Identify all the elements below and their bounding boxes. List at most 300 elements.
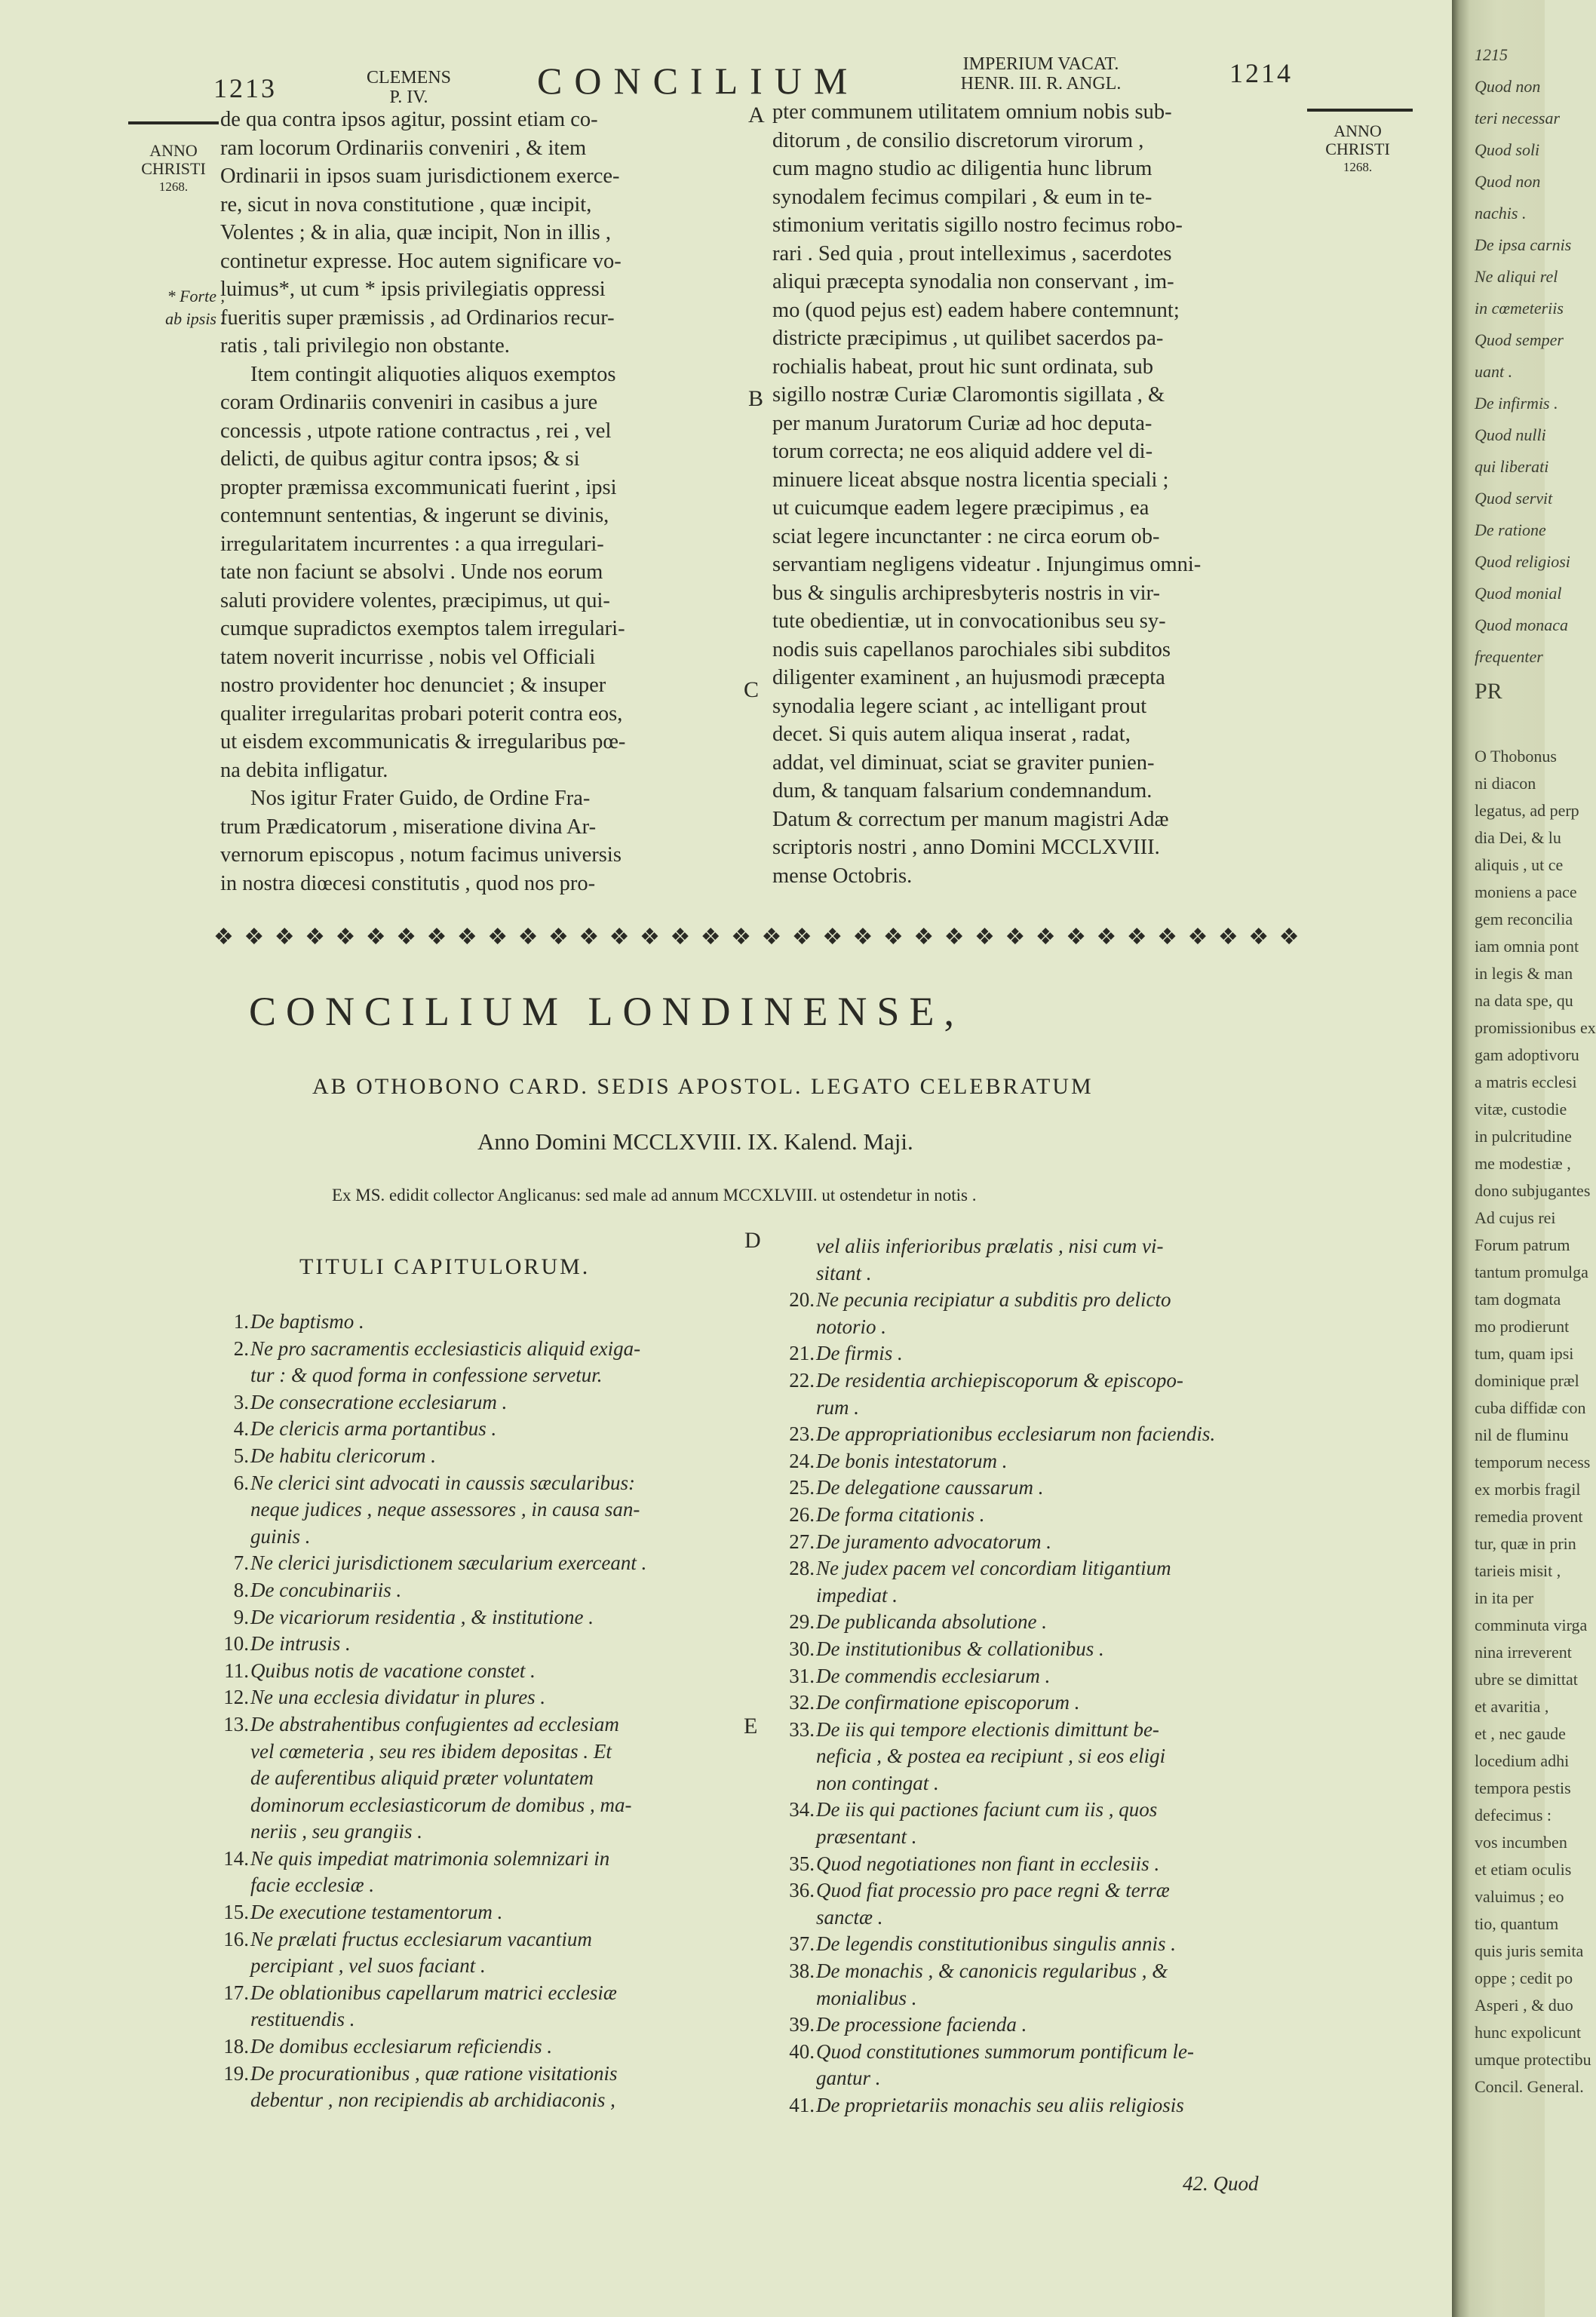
left-footnote: [104, 285, 225, 330]
adjacent-page-fragment: in cœmeteriis: [1475, 299, 1564, 318]
toc-item: [789, 1475, 1314, 1502]
toc-item-text: De executione testamentorum .: [250, 1901, 503, 1924]
adjacent-page-fragment: me modestiæ ,: [1475, 1154, 1571, 1173]
toc-item: [233, 1577, 741, 1604]
margin-line: CHRISTI: [1325, 140, 1390, 158]
ornament-glyph: ❖: [365, 923, 386, 950]
toc-item: [789, 1717, 1314, 1797]
right-year-label: [1312, 122, 1403, 176]
toc-item: [233, 1550, 741, 1577]
text-line: sciat legere incunctanter : ne circa eorum ob-: [772, 524, 1160, 548]
adjacent-page-fragment: Forum patrum: [1475, 1235, 1570, 1254]
ornament-glyph: ❖: [1066, 923, 1086, 950]
toc-item: [789, 1636, 1314, 1663]
adjacent-page-strip: [1452, 0, 1596, 2317]
text-line: concessis , utpote ratione contractus , rei , vel: [220, 419, 612, 443]
toc-item: [233, 1416, 741, 1443]
adjacent-page-fragment: dia Dei, & lu: [1475, 828, 1561, 847]
toc-item-text: De habitu clericorum .: [250, 1444, 436, 1467]
toc-item-text: De iis qui tempore electionis dimittunt be-: [816, 1717, 1159, 1741]
ornament-glyph: ❖: [1157, 923, 1178, 950]
adjacent-page-fragment: Ad cujus rei: [1475, 1208, 1556, 1227]
text-line: Ordinarii in ipsos suam jurisdictionem exerce-: [220, 164, 620, 188]
right-running-head: [928, 54, 1154, 94]
adjacent-page-fragment: dominique præl: [1475, 1371, 1579, 1390]
adjacent-page-fragment: iam omnia pont: [1475, 937, 1579, 956]
ornament-glyph: ❖: [913, 923, 935, 950]
toc-item-text: Quod constitutiones summorum pontificum le-: [816, 2039, 1194, 2063]
toc-item: [223, 1899, 741, 1926]
left-page-number: 1213: [213, 73, 277, 103]
toc-item: [233, 1309, 741, 1336]
text-line: cum magno studio ac diligentia hunc librum: [772, 157, 1152, 180]
text-line: decet. Si quis autem aliqua inserat , radat,: [772, 723, 1131, 746]
toc-item-number: 15.: [223, 1901, 249, 1924]
toc-item-text: De juramento advocatorum .: [816, 1530, 1051, 1553]
toc-item-number: 24.: [789, 1449, 815, 1472]
ornament-glyph: ❖: [731, 923, 752, 950]
text-line: delicti, de quibus agitur contra ipsos; & si: [220, 447, 580, 471]
toc-item-text: præsentant .: [816, 1825, 917, 1849]
section-letter-d: D: [744, 1228, 761, 1253]
toc-item-text: De commendis ecclesiarum .: [816, 1664, 1051, 1687]
toc-item-text: De confirmatione episcoporum .: [816, 1691, 1080, 1714]
ornament-band: [213, 920, 1300, 953]
ornament-glyph: ❖: [213, 923, 234, 950]
toc-item-text: De intrusis .: [250, 1632, 351, 1656]
toc-item-number: 36.: [789, 1879, 815, 1902]
adjacent-page-fragment: tum, quam ipsi: [1475, 1344, 1574, 1363]
toc-item-text: dominorum ecclesiasticorum de domibus , ma-: [250, 1793, 632, 1816]
adjacent-page-fragment: cuba diffidæ con: [1475, 1398, 1586, 1417]
adjacent-page-fragment: legatus, ad perp: [1475, 801, 1579, 820]
adjacent-page-fragment: Quod religiosi: [1475, 552, 1570, 571]
toc-item-number: 12.: [223, 1686, 249, 1709]
text-line: nodis suis capellanos parochiales sibi subditos: [772, 637, 1171, 661]
toc-item-number: 28.: [789, 1557, 815, 1580]
section-letter-b: B: [748, 386, 764, 411]
adjacent-page-fragment: De infirmis .: [1475, 394, 1558, 413]
adjacent-page-fragment: vitæ, custodie: [1475, 1100, 1567, 1119]
adjacent-page-fragment: nachis .: [1475, 204, 1527, 222]
toc-item-text: Ne quis impediat matrimonia solemnizari in: [250, 1846, 610, 1870]
toc-item-number: 19.: [223, 2061, 249, 2085]
text-line: torum correcta; ne eos aliquid addere vel di-: [772, 440, 1153, 463]
toc-item-text: Quod fiat processio pro pace regni & terræ: [816, 1879, 1170, 1902]
text-line: Volentes ; & in alia, quæ incipit, Non in illis ,: [220, 221, 611, 244]
adjacent-page-fragment: nil de fluminu: [1475, 1425, 1569, 1444]
toc-item-text: De appropriationibus ecclesiarum non faciendis.: [816, 1422, 1216, 1446]
text-line: continetur expresse. Hoc autem significare vo-: [220, 249, 622, 273]
toc-item: [789, 1689, 1314, 1717]
ornament-glyph: ❖: [1035, 923, 1056, 950]
margin-line: ANNO: [149, 141, 198, 160]
toc-item-text: guinis .: [250, 1524, 311, 1548]
ornament-glyph: ❖: [1278, 923, 1300, 950]
toc-item-number: 22.: [789, 1368, 815, 1392]
toc-item: [224, 1658, 741, 1685]
ornament-glyph: ❖: [944, 923, 965, 950]
adjacent-page-fragment: tur, quæ in prin: [1475, 1534, 1576, 1553]
toc-item-number: 37.: [789, 1932, 815, 1956]
toc-item-text: debentur , non recipiendis ab archidiaconis ,: [250, 2088, 615, 2112]
adjacent-page-fragment: 1215: [1475, 45, 1508, 64]
toc-item-number: 20.: [789, 1288, 815, 1312]
text-line: contemnunt sententias, & ingerunt se divinis,: [220, 504, 609, 527]
text-line: sigillo nostræ Curiæ Claromontis sigillata , &: [772, 383, 1165, 407]
ornament-glyph: ❖: [609, 923, 630, 950]
adjacent-page-fragment: oppe ; cedit po: [1475, 1969, 1573, 1987]
text-line: luimus*, ut cum * ipsis privilegiatis oppressi: [220, 278, 606, 301]
toc-item: [223, 1926, 741, 1980]
toc-item-text: rum .: [816, 1395, 860, 1419]
adjacent-page-fragment: ni diacon: [1475, 774, 1536, 793]
toc-item-text: De consecratione ecclesiarum .: [250, 1390, 508, 1413]
toc-item: [789, 1851, 1314, 1878]
text-line: tatem noverit incurrisse , nobis vel Officiali: [220, 645, 596, 669]
toc-item-text: De publicanda absolutione .: [816, 1610, 1047, 1634]
running-head-line: HENR. III. R. ANGL.: [960, 74, 1122, 94]
toc-item-text: percipiant , vel suos faciant .: [250, 1954, 486, 1978]
ornament-glyph: ❖: [548, 923, 569, 950]
adjacent-page-fragment: quis juris semita: [1475, 1941, 1584, 1960]
toc-item-number: 9.: [233, 1605, 249, 1628]
ornament-glyph: ❖: [1217, 923, 1238, 950]
toc-item-number: 40.: [789, 2039, 815, 2063]
text-line: tute obedientiæ, ut in convocationibus seu sy-: [772, 609, 1166, 633]
toc-item-text: non contingat .: [816, 1771, 939, 1794]
ornament-glyph: ❖: [274, 923, 295, 950]
adjacent-page-fragment: hunc expolicunt: [1475, 2023, 1582, 2042]
toc-item-text: De domibus ecclesiarum reficiendis .: [250, 2035, 553, 2058]
toc-item-text: De oblationibus capellarum matrici ecclesiæ: [250, 1981, 617, 2004]
toc-item-text: De abstrahentibus confugientes ad ecclesiam: [250, 1712, 619, 1735]
toc-item-number: 27.: [789, 1530, 815, 1553]
toc-item-text: Ne judex pacem vel concordiam litigantium: [816, 1557, 1171, 1580]
text-line: scriptoris nostri , anno Domini MCCLXVIII.: [772, 836, 1160, 859]
adjacent-page-fragment: O Thobonus: [1475, 747, 1557, 766]
adjacent-page-fragment: umque protectibu: [1475, 2050, 1591, 2069]
toc-item-text: de auferentibus aliquid præter voluntatem: [250, 1766, 594, 1790]
text-line: re, sicut in nova constitutione , quæ incipit,: [220, 192, 592, 216]
toc-item-number: 17.: [223, 1981, 249, 2004]
adjacent-page-fragment: mo prodierunt: [1475, 1317, 1570, 1336]
ornament-glyph: ❖: [1248, 923, 1269, 950]
ornament-glyph: ❖: [517, 923, 539, 950]
toc-item-text: neficia , & postea ea recipiunt , si eos eligi: [816, 1745, 1166, 1768]
toc-item-text: vel aliis inferioribus prælatis , nisi cum vi-: [816, 1235, 1164, 1257]
toc-item-text: sanctæ .: [816, 1905, 883, 1929]
adjacent-page-fragment: aliquis , ut ce: [1475, 855, 1564, 874]
toc-item-number: 8.: [233, 1578, 249, 1601]
adjacent-page-fragment: Quod servit: [1475, 489, 1553, 508]
toc-item-text: Ne clerici sint advocati in caussis sæcularibus:: [250, 1471, 635, 1494]
text-line: trum Prædicatorum , miseratione divina Ar-: [220, 815, 597, 839]
text-line: ratis , tali privilegio non obstante.: [220, 334, 510, 358]
toc-item-number: 3.: [233, 1390, 249, 1413]
council-title: CONCILIUM LONDINENSE,: [249, 989, 964, 1034]
margin-line: 1268.: [158, 180, 189, 194]
text-line: minuere liceat absque nostra licentia speciali ;: [772, 468, 1169, 492]
toc-item: [789, 2012, 1314, 2039]
right-page-number: 1214: [1229, 58, 1293, 88]
section-letter-c: C: [744, 677, 760, 702]
text-line: de qua contra ipsos agitur, possint etiam co-: [220, 108, 598, 131]
toc-item: [789, 1663, 1314, 1690]
toc-item-text: De monachis , & canonicis regularibus , &: [816, 1959, 1168, 1983]
text-line: Nos igitur Frater Guido, de Ordine Fra-: [250, 787, 591, 810]
left-margin-rule: [128, 121, 219, 124]
adjacent-page-fragment: Quod non: [1475, 77, 1541, 96]
toc-item: [789, 1931, 1314, 1958]
text-line: pter communem utilitatem omnium nobis sub-: [772, 100, 1172, 124]
toc-item-text: De legendis constitutionibus singulis annis .: [816, 1932, 1176, 1956]
ornament-glyph: ❖: [761, 923, 782, 950]
toc-item-text: De procurationibus , quæ ratione visitationis: [250, 2061, 618, 2085]
adjacent-page-fragment: Quod monaca: [1475, 615, 1569, 634]
toc-item-number: 16.: [223, 1927, 249, 1950]
adjacent-page-fragment: De ratione: [1475, 520, 1546, 539]
toc-item-number: 26.: [789, 1502, 815, 1526]
text-line: dum, & tanquam falsarium condemnandum.: [772, 779, 1152, 803]
toc-item-number: 32.: [789, 1691, 815, 1714]
toc-item: [789, 1287, 1314, 1340]
toc-item: [789, 1529, 1314, 1556]
toc-item-number: 2.: [233, 1336, 249, 1360]
toc-item-number: 21.: [789, 1342, 815, 1365]
adjacent-page-fragment: Concil. General.: [1475, 2077, 1584, 2096]
adjacent-page-fragment: tio, quantum: [1475, 1914, 1559, 1933]
toc-item-text: De processione facienda .: [816, 2013, 1027, 2036]
adjacent-page-fragment: tam dogmata: [1475, 1290, 1561, 1309]
toc-item-text: facie ecclesiæ .: [250, 1874, 375, 1897]
adjacent-page-fragment: PR: [1475, 679, 1502, 704]
text-line: rochialis habeat, prout hic sunt ordinata, sub: [772, 354, 1153, 379]
toc-item-text: Ne clerici jurisdictionem sæcularium exerceant .: [250, 1551, 647, 1575]
toc-item: [223, 1684, 741, 1711]
adjacent-page-fragment: comminuta virga: [1475, 1616, 1588, 1634]
toc-item-number: 10.: [223, 1632, 249, 1656]
adjacent-page-fragment: nina irreverent: [1475, 1643, 1572, 1662]
toc-item-text: De proprietariis monachis seu aliis religiosis: [816, 2094, 1184, 2116]
text-line: ut cuicumque eadem legere præcipimus , ea: [772, 496, 1149, 520]
toc-item-number: 38.: [789, 1959, 815, 1983]
adjacent-page-fragment: moniens a pace: [1475, 882, 1577, 901]
toc-item-text: De baptismo .: [250, 1310, 364, 1333]
text-line: rari . Sed quia , prout intelleximus , sacerdotes: [772, 241, 1172, 265]
toc-item: [223, 1631, 741, 1658]
adjacent-page-fragment: dono subjugantes: [1475, 1181, 1591, 1200]
ornament-glyph: ❖: [670, 923, 691, 950]
ornament-glyph: ❖: [1005, 923, 1026, 950]
council-source-note: Ex MS. edidit collector Anglicanus: sed male ad annum MCCXLVIII. ut ostendetur in notis .: [332, 1186, 977, 1205]
ornament-glyph: ❖: [1096, 923, 1117, 950]
text-line: addat, vel diminuat, sciat se graviter punien-: [772, 750, 1155, 775]
toc-item: [223, 2061, 741, 2114]
ornament-glyph: ❖: [335, 923, 356, 950]
ornament-glyph: ❖: [244, 923, 265, 950]
toc-item-text: gantur .: [816, 2067, 881, 2090]
toc-item: [233, 1470, 741, 1551]
toc-item-number: 25.: [789, 1476, 815, 1499]
text-line: fueritis super præmissis , ad Ordinarios recur-: [220, 305, 615, 330]
ornament-glyph: ❖: [974, 923, 995, 950]
toc-item: [223, 1711, 741, 1846]
adjacent-page-fragment: gam adoptivoru: [1475, 1045, 1579, 1064]
toc-item: [789, 2039, 1314, 2092]
text-line: propter præmissa excommunicati fuerint , ipsi: [220, 475, 617, 499]
toc-item: [233, 1604, 741, 1631]
margin-line: ANNO: [1334, 121, 1382, 140]
toc-item-number: 6.: [233, 1471, 249, 1494]
text-line: stimonium veritatis sigillo nostro fecimus robo-: [772, 213, 1183, 237]
toc-item-text: impediat .: [816, 1583, 898, 1607]
adjacent-page-fragment: Quod non: [1475, 172, 1541, 191]
toc-item: [789, 1448, 1314, 1475]
text-line: qualiter irregularitas probari poterit contra eos,: [220, 701, 623, 726]
toc-heading: TITULI CAPITULORUM.: [299, 1254, 591, 1279]
section-letter-e: E: [744, 1714, 758, 1739]
toc-item: [789, 1958, 1314, 2012]
toc-item-number: 13.: [223, 1712, 249, 1735]
toc-item-text: De clericis arma portantibus .: [250, 1417, 497, 1441]
adjacent-page-fragment: Asperi , & duo: [1475, 1996, 1573, 2015]
text-line: in nostra diœcesi constitutis , quod nos pro-: [220, 871, 596, 895]
toc-item-text: monialibus .: [816, 1986, 917, 2009]
ornament-glyph: ❖: [852, 923, 873, 950]
text-line: synodalem fecimus compilari , & eum in te-: [772, 185, 1152, 209]
text-line: ram locorum Ordinariis conveniri , & item: [220, 136, 587, 160]
toc-left-column: [223, 1309, 741, 2114]
text-line: per manum Juratorum Curiæ ad hoc deputa-: [772, 411, 1152, 435]
text-line: tate non faciunt se absolvi . Unde nos eorum: [220, 560, 603, 584]
toc-item-text: neriis , seu grangiis .: [250, 1820, 423, 1843]
adjacent-page-fragment: frequenter: [1475, 647, 1543, 666]
ornament-glyph: ❖: [579, 923, 600, 950]
catchword: 42. Quod: [1183, 2172, 1259, 2195]
toc-item-number: 7.: [233, 1551, 249, 1575]
toc-item-text: De delegatione caussarum .: [816, 1476, 1044, 1499]
adjacent-page-fragment: vos incumben: [1475, 1833, 1567, 1852]
adjacent-page-fragment: et etiam oculis: [1475, 1860, 1572, 1879]
adjacent-page-fragment: gem reconcilia: [1475, 910, 1573, 928]
running-head-line: P. IV.: [389, 87, 428, 107]
text-line: mo (quod pejus est) eadem habere contemnunt;: [772, 298, 1180, 322]
toc-item-text: Quibus notis de vacatione constet .: [250, 1659, 536, 1682]
adjacent-page-fragment: ubre se dimittat: [1475, 1670, 1578, 1689]
adjacent-page-fragment: remedia provent: [1475, 1507, 1583, 1526]
text-line: nostro providenter hoc denunciet ; & insuper: [220, 674, 606, 697]
toc-item-text: Quod negotiationes non fiant in ecclesiis .: [816, 1852, 1160, 1875]
text-line: vernorum episcopus , notum facimus universis: [220, 843, 622, 867]
adjacent-page-fragment: teri necessar: [1475, 109, 1561, 127]
toc-item-text: De institutionibus & collationibus .: [816, 1637, 1104, 1660]
adjacent-page-fragment: Quod soli: [1475, 140, 1540, 159]
council-date: Anno Domini MCCLXVIII. IX. Kalend. Maji.: [477, 1128, 913, 1155]
text-line: cumque supradictos exemptos talem irregulari-: [220, 617, 625, 640]
text-line: ut eisdem excommunicatis & irregularibus pœ-: [220, 730, 626, 753]
ornament-glyph: ❖: [487, 923, 508, 950]
text-line: aliqui præcepta synodalia non conservant , im-: [772, 270, 1174, 293]
running-head-line: IMPERIUM VACAT.: [962, 54, 1119, 74]
toc-item-number: 39.: [789, 2013, 815, 2036]
adjacent-page-fragment: tarieis misit ,: [1475, 1561, 1561, 1580]
adjacent-page-fragment: promissionibus ex: [1475, 1018, 1596, 1037]
adjacent-page-fragment: Quod monial: [1475, 584, 1562, 603]
left-running-head: [348, 68, 469, 107]
text-line: districte præcipimus , ut quilibet sacerdos pa-: [772, 327, 1164, 350]
toc-item-number: 34.: [789, 1798, 815, 1821]
toc-item-number: 11.: [224, 1659, 249, 1682]
toc-item-text: Ne una ecclesia dividatur in plures .: [250, 1686, 546, 1709]
ornament-glyph: ❖: [640, 923, 660, 950]
adjacent-page-fragment: et avaritia ,: [1475, 1697, 1549, 1716]
toc-item-text: De firmis .: [816, 1342, 903, 1365]
toc-item-number: 4.: [233, 1417, 249, 1441]
adjacent-page-fragment: Quod nulli: [1475, 425, 1546, 444]
right-text-column: [772, 98, 1300, 890]
toc-item-text: Ne pecunia recipiatur a subditis pro delicto: [816, 1288, 1171, 1312]
toc-item-text: Ne pro sacramentis ecclesiasticis aliquid exiga-: [250, 1336, 641, 1360]
adjacent-page-fragment: defecimus :: [1475, 1806, 1552, 1824]
text-line: saluti providere volentes, præcipimus, ut qui-: [220, 588, 610, 612]
adjacent-page-fragment: in ita per: [1475, 1588, 1534, 1607]
toc-item-text: Ne prælati fructus ecclesiarum vacantium: [250, 1927, 592, 1950]
toc-item-text: De iis qui pactiones faciunt cum iis , quos: [816, 1798, 1158, 1821]
toc-item: [789, 1555, 1314, 1609]
ornament-glyph: ❖: [822, 923, 843, 950]
adjacent-page-fragment: locedium adhi: [1475, 1751, 1570, 1770]
adjacent-page-fragment: valuimus ; eo: [1475, 1887, 1564, 1906]
margin-line: CHRISTI: [141, 159, 206, 178]
left-text-column: [220, 106, 741, 898]
ornament-glyph: ❖: [1126, 923, 1147, 950]
toc-item-text: tur : & quod forma in confessione servetur.: [250, 1364, 603, 1387]
section-letter-a: A: [748, 103, 765, 127]
toc-item-number: 29.: [789, 1610, 815, 1634]
toc-item-number: 1.: [233, 1310, 249, 1333]
adjacent-page-fragment: uant .: [1475, 362, 1513, 381]
ornament-glyph: ❖: [700, 923, 721, 950]
ornament-glyph: ❖: [426, 923, 447, 950]
adjacent-page-fragment: na data spe, qu: [1475, 991, 1573, 1010]
toc-item: [789, 1797, 1314, 1850]
toc-item-number: 33.: [789, 1717, 815, 1741]
adjacent-page-fragment: in pulcritudine: [1475, 1127, 1572, 1146]
toc-item: [789, 1421, 1314, 1448]
margin-line: ab ipsis .: [165, 309, 225, 328]
toc-right-column: [789, 1233, 1314, 2119]
toc-item: [233, 1443, 741, 1470]
adjacent-page-fragment: qui liberati: [1475, 457, 1549, 476]
toc-item-text: De vicariorum residentia , & institutione .: [250, 1605, 594, 1628]
toc-item-text: vel cœmeteria , seu res ibidem depositas . Et: [250, 1739, 612, 1763]
toc-item-number: 35.: [789, 1852, 815, 1875]
toc-item-text: De forma citationis .: [816, 1502, 985, 1526]
adjacent-page-fragment: Ne aliqui rel: [1475, 267, 1558, 286]
right-margin-rule: [1307, 109, 1413, 112]
text-line: Item contingit aliquoties aliquos exemptos: [250, 362, 616, 386]
toc-item-text: restituendis .: [250, 2008, 355, 2031]
toc-item-number: 18.: [223, 2035, 249, 2058]
toc-item-text: notorio .: [816, 1315, 887, 1338]
toc-item-text: De bonis intestatorum .: [816, 1449, 1008, 1472]
text-line: Datum & correctum per manum magistri Adæ: [772, 807, 1169, 831]
running-head-line: CLEMENS: [366, 68, 451, 87]
ornament-glyph: ❖: [1187, 923, 1208, 950]
adjacent-page-fragment: temporum necess: [1475, 1453, 1591, 1472]
adjacent-page-fragment: tempora pestis: [1475, 1778, 1571, 1797]
